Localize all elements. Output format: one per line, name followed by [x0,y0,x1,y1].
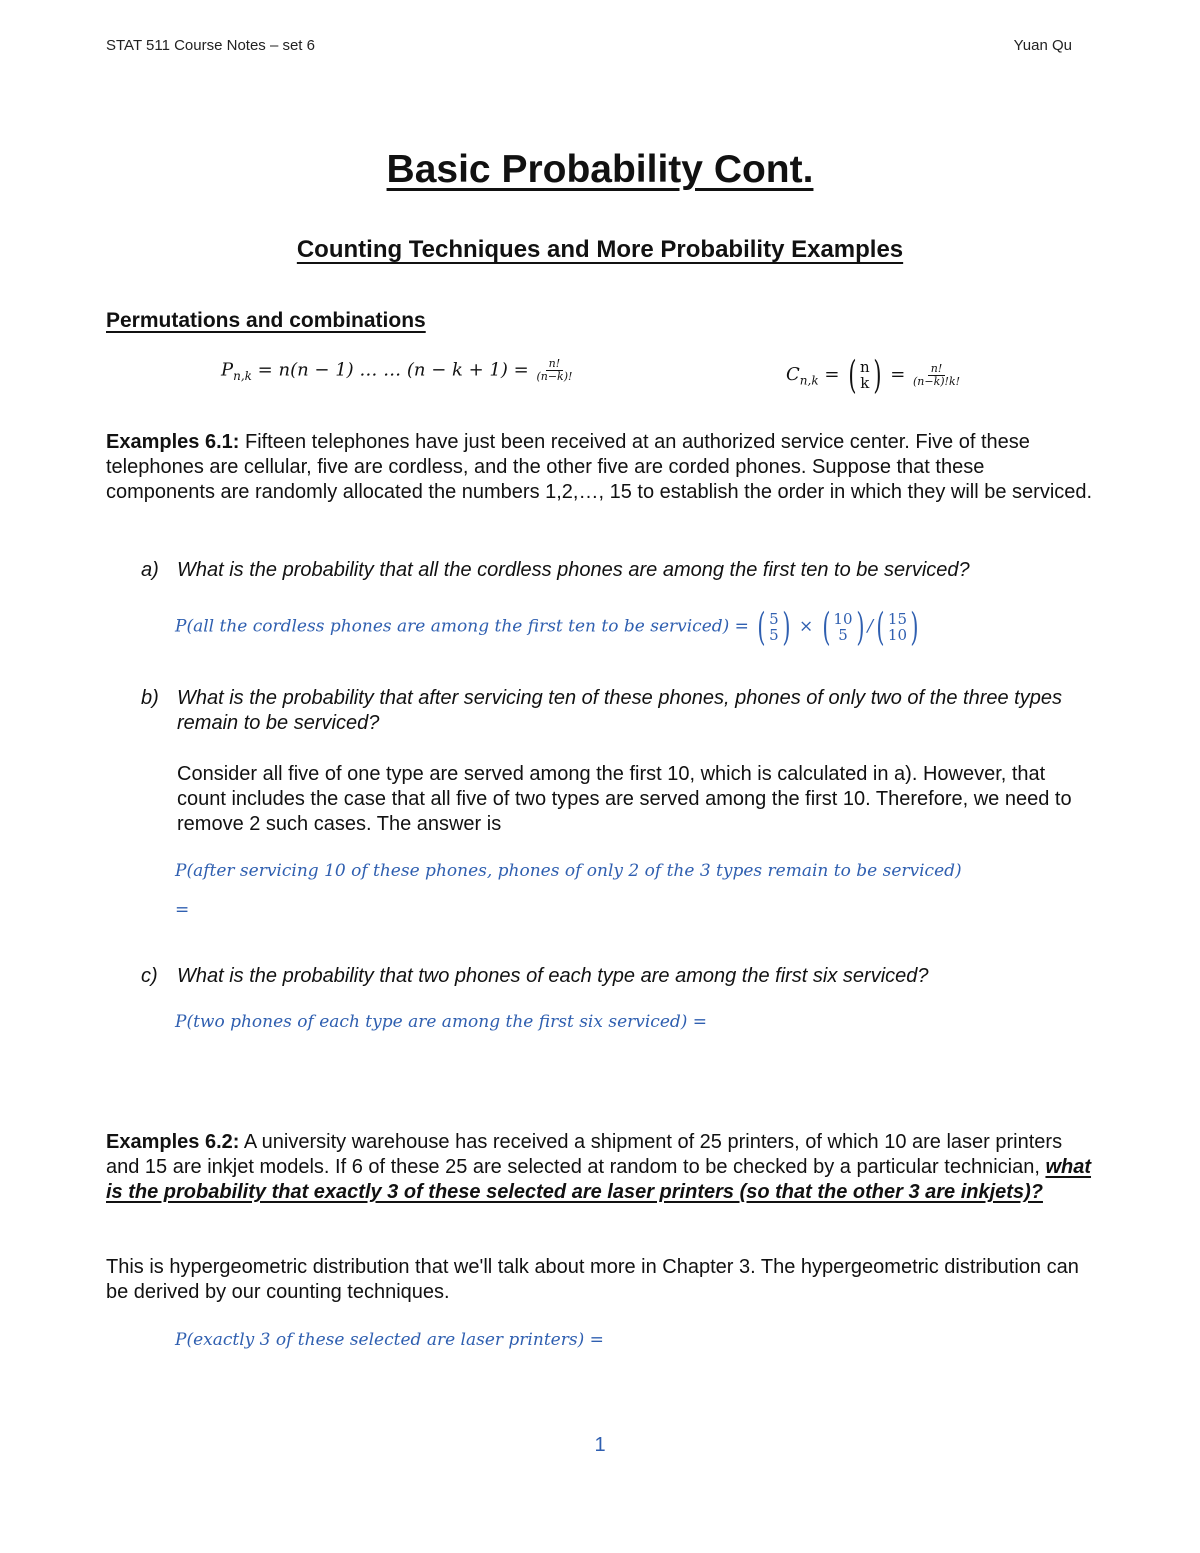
combination-formula [786,353,962,397]
question-b-label: b) [141,687,159,709]
question-c-label: c) [141,965,158,987]
example-6-1-paragraph [106,430,1096,505]
example-6-2-label: Examples 6.2: [106,1131,240,1153]
question-c-text: What is the probability that two phones of each type are among the first six serviced? [177,965,929,987]
page-title: Basic Probability Cont. [386,148,814,191]
binom-top: 5 [769,610,779,628]
question-a [0,558,1200,584]
question-a-text: What is the probability that all the cordless phones are among the first ten to be serviced? [177,559,970,581]
example-6-2-question: what is the probability that exactly 3 of these selected are laser printers (so that the other 3 are inkjets)? [106,1156,1092,1203]
example-6-1-text: Fifteen telephones have just been received at an authorized service center. Five of these telephones are cellular, five are cordless, and the other five are corded phones. Suppose that these components are randomly allocated the numbers 1,2,…, 15 to establish the order in which they will be serviced. [106,431,1093,503]
perm-frac-num: n! [546,358,564,371]
example-6-2-formula: P(exactly 3 of these selected are laser printers) = [175,1330,604,1350]
binom-15-10: ( 15 10 ) [876,605,919,649]
perm-fraction [536,358,572,383]
comb-lhs: C [786,364,800,385]
binom-10-5: ( 10 5 ) [821,605,865,649]
example-6-1-label: Examples 6.1: [106,431,240,453]
comb-frac-den: (n−k)!k! [913,374,961,388]
binom-bottom: 10 [887,626,907,644]
answer-b-equals: = [175,900,190,920]
comb-frac-num: n! [928,363,946,376]
answer-b-formula: P(after servicing 10 of these phones, phones of only 2 of the 3 types remain to be serviced) [175,861,962,881]
answer-b-explanation: Consider all five of one type are served among the first 10, which is calculated in a). However, that count includes the case that all five of two types are served among the first 10. Therefore, we need to remove 2 such cases. The answer is [177,763,1072,835]
question-c [0,964,1200,990]
times-sign: × [798,616,814,637]
comb-eq2: = [884,364,911,385]
perm-frac-den: (n−k)! [536,370,573,383]
comb-eq: = [818,364,846,385]
binom-top: 15 [887,610,907,628]
comb-binomial: ( n k ) [848,353,882,397]
binom-top: 10 [833,610,853,628]
example-6-2-explanation: This is hypergeometric distribution that we'll talk about more in Chapter 3. The hypergeometric distribution can be derived by our counting techniques. [106,1256,1079,1303]
page-number: 1 [594,1434,606,1456]
question-a-label: a) [141,559,159,581]
binom-5-5: ( 5 5 ) [757,605,791,649]
page-subtitle: Counting Techniques and More Probability Examples [296,236,904,263]
answer-c-formula: P(two phones of each type are among the first six serviced) = [175,1012,708,1032]
question-b [0,686,1200,738]
answer-a-expression: P(all the cordless phones are among the first ten to be serviced) = [175,616,755,637]
example-6-2-text: A university warehouse has received a shipment of 25 printers, of which 10 are laser printers and 15 are inkjet models. If 6 of these 25 are selected at random to be checked by a particular technician, [106,1131,1063,1178]
binom-bottom: 5 [769,626,779,644]
example-6-2-paragraph [106,1130,1096,1205]
comb-lhs-sub: n,k [799,373,819,388]
running-header-course: STAT 511 Course Notes – set 6 [106,37,315,54]
binom-bottom: 5 [838,626,848,644]
section-heading: Permutations and combinations [106,309,426,332]
question-b-text: What is the probability that after servicing ten of these phones, phones of only two of the three types remain to be serviced? [177,687,1062,734]
divide-sign: / [867,616,874,637]
comb-fraction [913,363,960,388]
permutation-formula [221,358,574,383]
comb-binom-bottom: k [860,374,870,392]
answer-a-formula [175,605,922,649]
perm-lhs: P [221,359,234,381]
perm-lhs-sub: n,k [233,369,252,384]
running-header-author: Yuan Qu [1013,37,1072,54]
perm-body: = n(n − 1) … … (n − k + 1) = [251,359,535,381]
comb-binom-top: n [859,358,870,376]
